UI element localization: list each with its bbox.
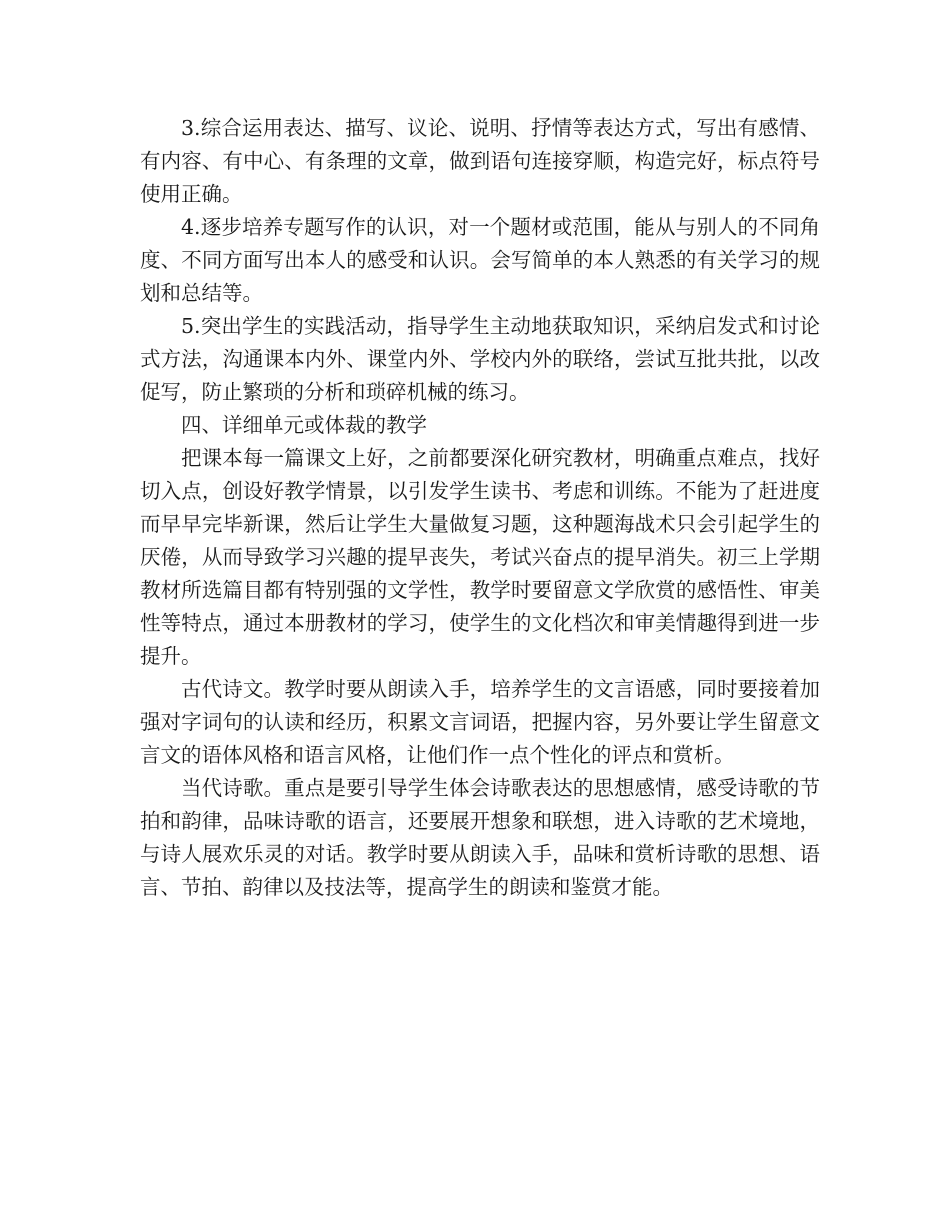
paragraph-item-3: 3.综合运用表达、描写、议论、说明、抒情等表达方式，写出有感情、有内容、有中心、有条理的文章，做到语句连接穿顺，构造完好，标点符号使用正确。 — [140, 116, 820, 206]
paragraph-item-5: 5.突出学生的实践活动，指导学生主动地获取知识，采纳启发式和讨论式方法，沟通课本内外、课堂内外、学校内外的联络，尝试互批共批，以改促写，防止繁琐的分析和琐碎机械的练习。 — [140, 314, 820, 404]
document-page — [140, 112, 820, 904]
paragraph-ancient-poetry: 古代诗文。教学时要从朗读入手，培养学生的文言语感，同时要接着加强对字词句的认读和经历，积累文言词语，把握内容，另外要让学生留意文言文的语体风格和语言风格，让他们作一点个性化的评点和赏析。 — [140, 677, 820, 767]
paragraph-item-4: 4.逐步培养专题写作的认识，对一个题材或范围，能从与别人的不同角度、不同方面写出本人的感受和认识。会写简单的本人熟悉的有关学习的规划和总结等。 — [140, 215, 820, 305]
paragraph-body-intro: 把课本每一篇课文上好，之前都要深化研究教材，明确重点难点，找好切入点，创设好教学情景，以引发学生读书、考虑和训练。不能为了赶进度而早早完毕新课，然后让学生大量做复习题，这种题海战术只会引起学生的厌倦，从而导致学习兴趣的提早丧失，考试兴奋点的提早消失。初三上学期教材所选篇目都有特别强的文学性，教学时要留意文学欣赏的感悟性、审美性等特点，通过本册教材的学习，使学生的文化档次和审美情趣得到进一步提升。 — [140, 446, 820, 668]
paragraph-modern-poetry: 当代诗歌。重点是要引导学生体会诗歌表达的思想感情，感受诗歌的节拍和韵律，品味诗歌的语言，还要展开想象和联想，进入诗歌的艺术境地，与诗人展欢乐灵的对话。教学时要从朗读入手，品味和赏析诗歌的思想、语言、节拍、韵律以及技法等，提高学生的朗读和鉴赏才能。 — [140, 776, 820, 899]
section-heading: 四、详细单元或体裁的教学 — [181, 413, 427, 437]
